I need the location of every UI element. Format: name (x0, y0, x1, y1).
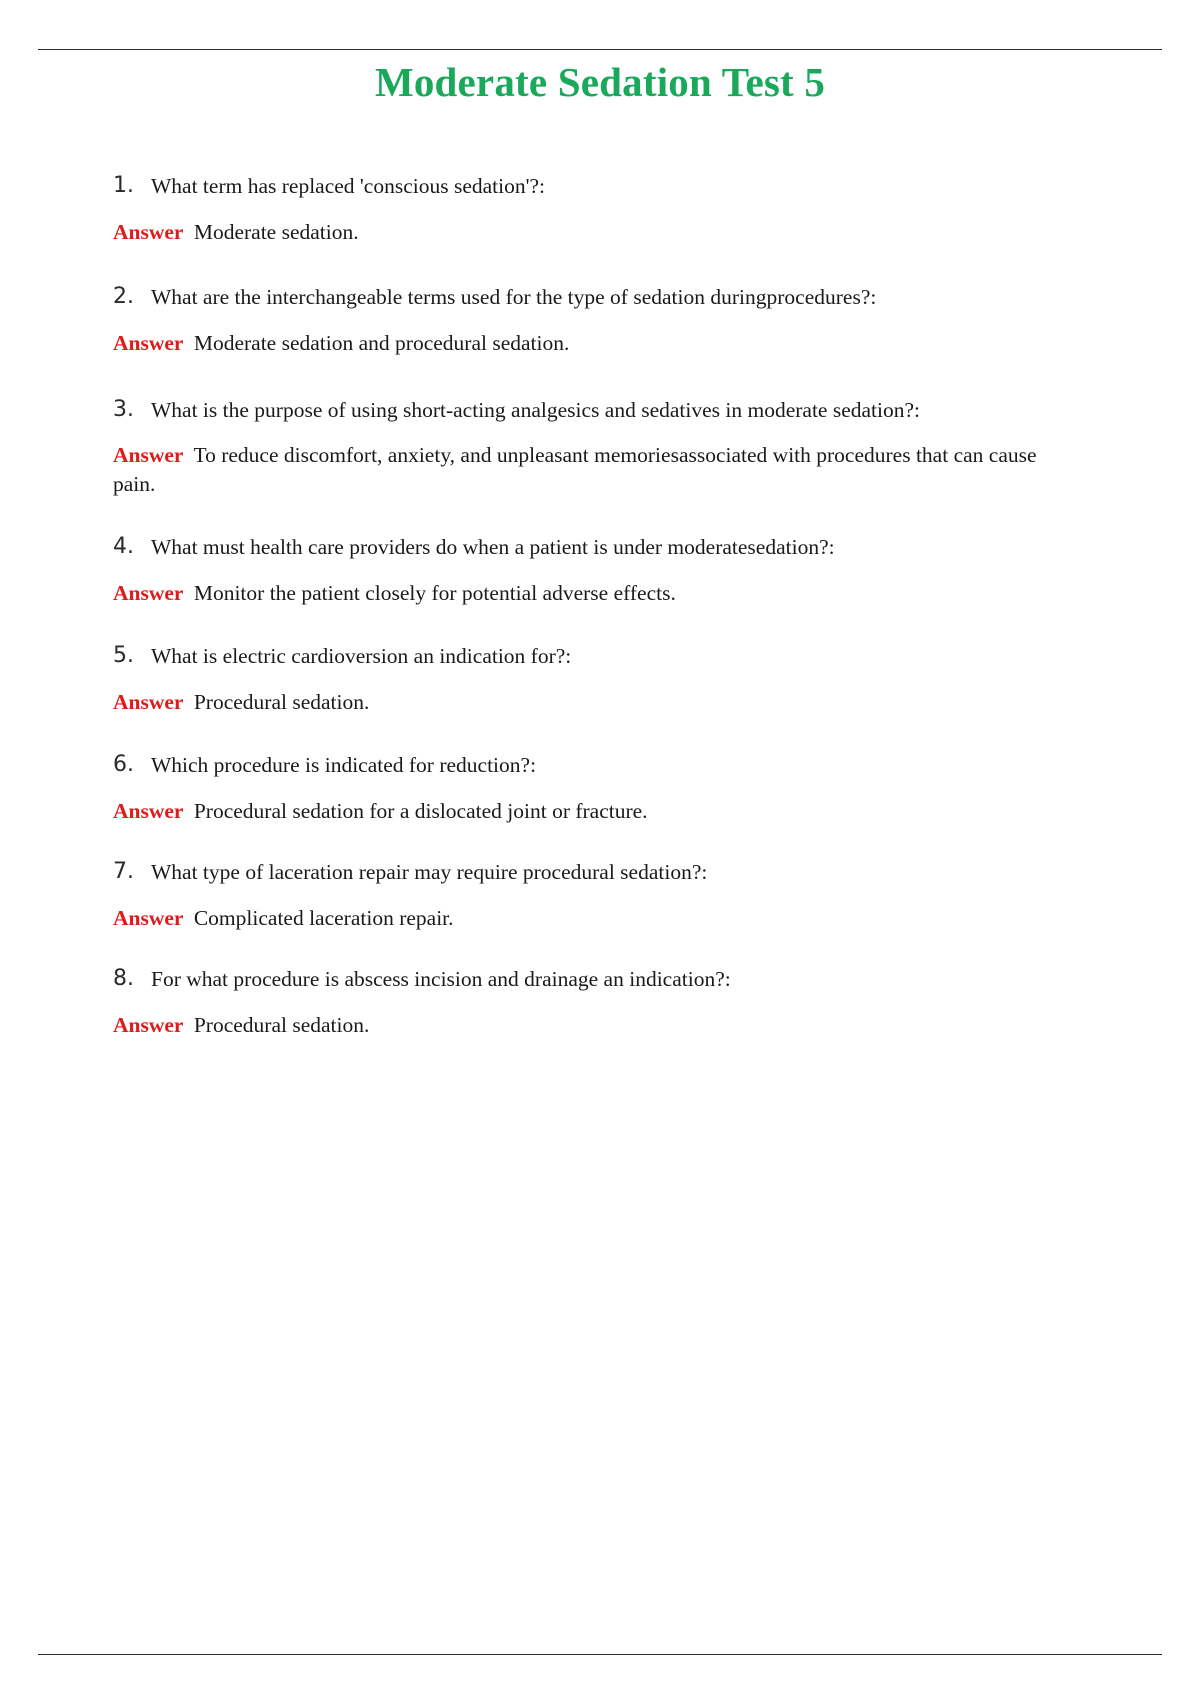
qa-item (113, 751, 1053, 826)
question-number: 2. (113, 283, 134, 309)
qa-item (113, 172, 1053, 247)
answer-label: Answer (113, 581, 184, 606)
answer-text: Complicated laceration repair. (193, 905, 454, 930)
answer-label: Answer (113, 798, 184, 823)
answer-text: Moderate sedation and procedural sedation. (193, 330, 570, 355)
answer-line (113, 904, 1053, 933)
answer-label: Answer (113, 905, 184, 930)
answer-line (113, 797, 1053, 826)
question-text: What are the interchangeable terms used for the type of sedation duringprocedures?: (151, 284, 877, 309)
answer-line (113, 688, 1053, 717)
answer-line (113, 218, 1053, 247)
qa-item (113, 283, 1053, 358)
question-number: 5. (113, 643, 134, 669)
answer-line (113, 1011, 1053, 1040)
answer-text: To reduce discomfort, anxiety, and unpleasant memoriesassociated with procedures that can cause pain. (113, 443, 1037, 497)
qa-list (113, 172, 1053, 1071)
question-line (113, 858, 1053, 887)
question-line (113, 642, 1053, 671)
question-line (113, 965, 1053, 994)
answer-text: Procedural sedation. (193, 1012, 370, 1037)
question-line (113, 533, 1053, 562)
footer-divider (38, 1654, 1162, 1655)
question-line (113, 751, 1053, 780)
question-number: 1. (113, 173, 134, 198)
answer-text: Moderate sedation. (193, 219, 359, 244)
answer-text: Procedural sedation for a dislocated joint or fracture. (193, 798, 648, 823)
question-line (113, 396, 1053, 425)
answer-label: Answer (113, 1012, 184, 1037)
answer-text: Monitor the patient closely for potential adverse effects. (193, 581, 676, 606)
answer-line (113, 329, 1053, 358)
qa-item (113, 965, 1053, 1040)
answer-label: Answer (113, 690, 184, 715)
question-text: What is electric cardioversion an indication for?: (151, 644, 572, 669)
page-title: Moderate Sedation Test 5 (374, 59, 826, 105)
question-text: What is the purpose of using short-acting analgesics and sedatives in moderate sedation?: (151, 397, 921, 422)
question-number: 8. (113, 965, 134, 991)
answer-label: Answer (113, 330, 184, 355)
question-text: For what procedure is abscess incision and drainage an indication?: (151, 966, 731, 991)
qa-item (113, 858, 1053, 933)
qa-item (113, 396, 1053, 500)
question-text: Which procedure is indicated for reduction?: (151, 753, 537, 778)
question-number: 3. (113, 396, 134, 422)
question-text: What term has replaced 'conscious sedation'?: (151, 174, 546, 198)
answer-line (113, 441, 1053, 499)
question-line (113, 172, 1053, 201)
question-text: What type of laceration repair may require procedural sedation?: (151, 859, 708, 884)
answer-label: Answer (113, 219, 184, 244)
question-text: What must health care providers do when a patient is under moderatesedation?: (151, 535, 835, 560)
question-number: 7. (113, 858, 134, 884)
answer-text: Procedural sedation. (193, 690, 370, 715)
question-line (113, 283, 1053, 312)
qa-item (113, 642, 1053, 717)
question-number: 6. (113, 752, 134, 778)
header-divider (38, 49, 1162, 50)
answer-label: Answer (113, 443, 184, 468)
question-number: 4. (113, 534, 134, 560)
qa-item (113, 533, 1053, 608)
answer-line (113, 579, 1053, 608)
